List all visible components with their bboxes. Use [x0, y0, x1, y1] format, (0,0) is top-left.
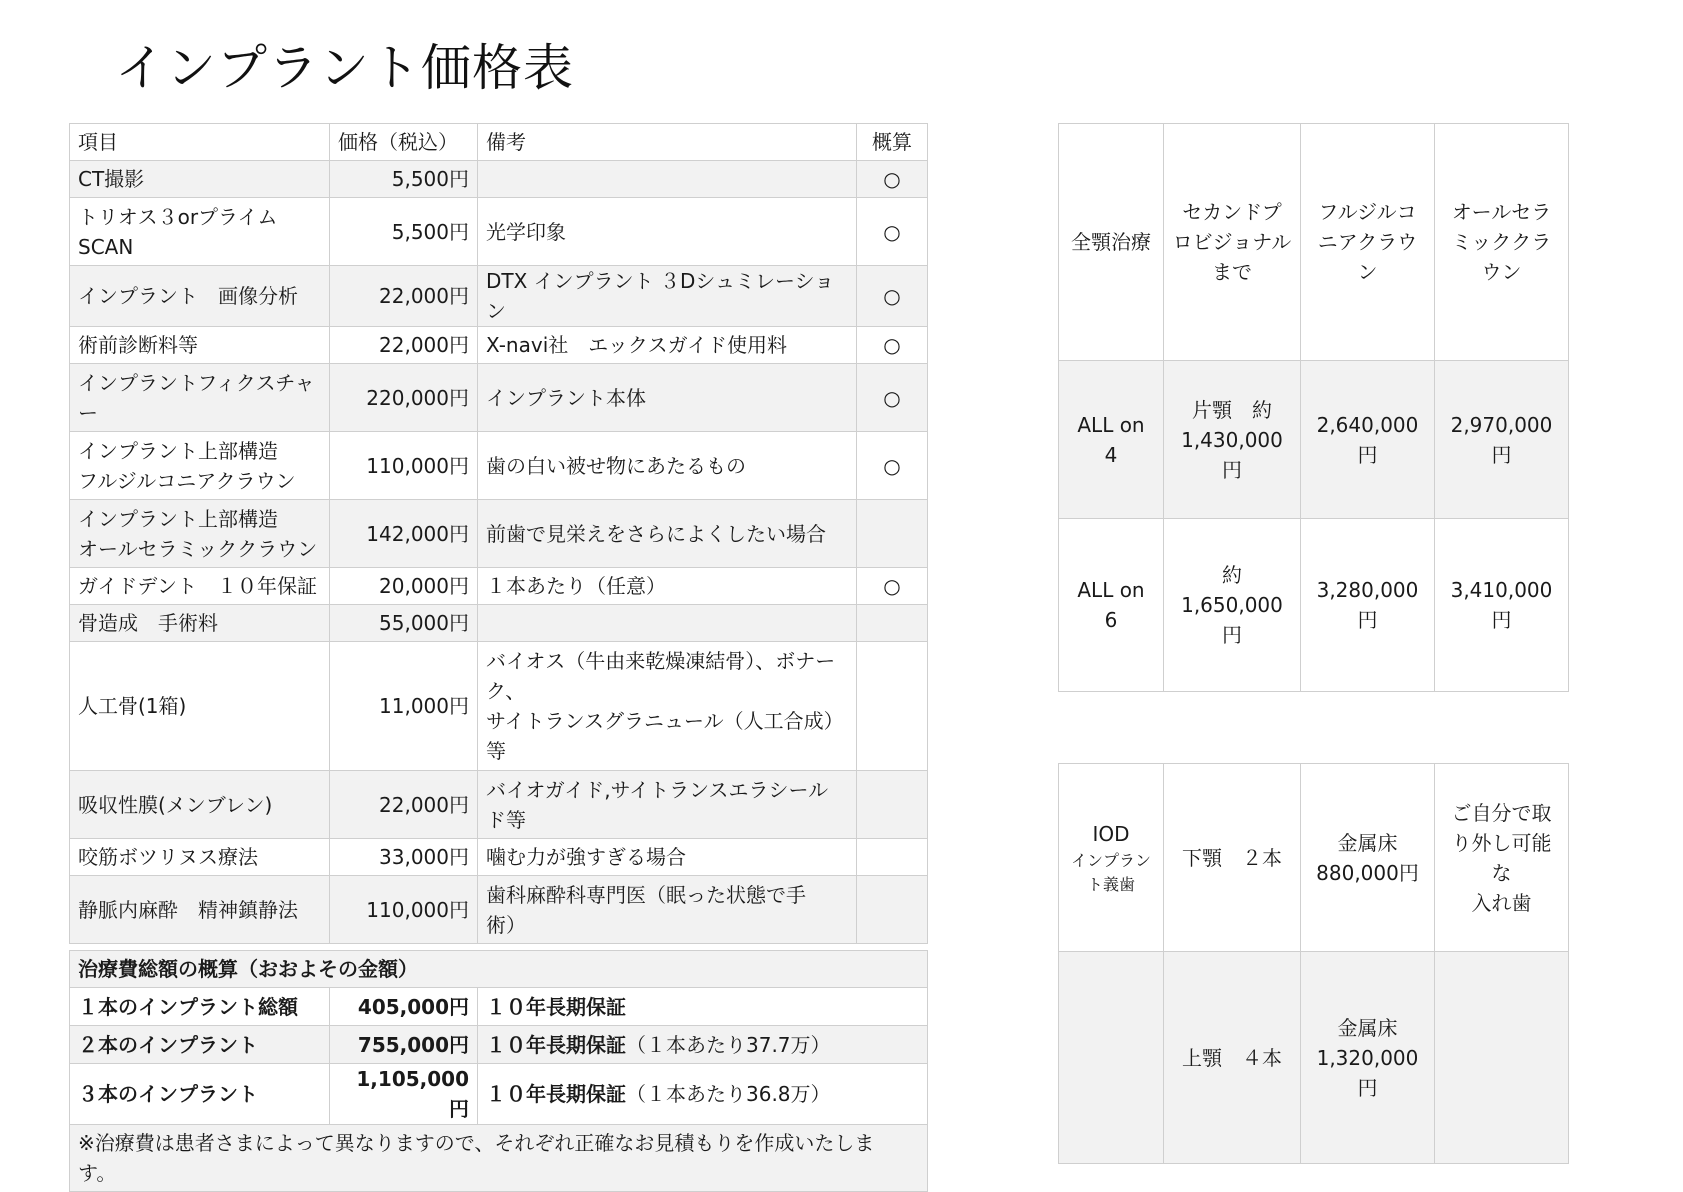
estimate-mark — [857, 605, 928, 642]
header-note: 備考 — [478, 124, 857, 161]
full-arch-cell-line: 2,640,000 — [1316, 412, 1419, 437]
estimate-mark-line: ○ — [883, 574, 901, 598]
price-note — [478, 500, 857, 568]
price-row — [70, 327, 928, 364]
full-arch-cell — [1059, 361, 1164, 519]
iod-cell — [1164, 764, 1301, 952]
full-arch-cell-line: 3,280,000 — [1316, 578, 1419, 602]
price-value — [330, 266, 478, 327]
price-item — [70, 432, 330, 500]
price-note-line: １本あたり（任意） — [486, 574, 666, 598]
price-item-line: インプラント上部構造 — [78, 438, 278, 463]
summary-footnote — [70, 1125, 928, 1192]
full-arch-table — [1058, 123, 1569, 692]
price-item-line: インプラントフィクスチャ — [78, 370, 315, 395]
estimate-mark — [857, 161, 928, 198]
price-item-line: 静脈内麻酔 精神鎮静法 — [78, 897, 298, 922]
full-arch-cell-line: 片顎 約 — [1192, 397, 1272, 422]
full-arch-cell — [1435, 519, 1569, 692]
price-note — [478, 605, 857, 642]
full-arch-header-cell-line: セカンドプ — [1182, 200, 1282, 224]
full-arch-cell-line: 円 — [1491, 608, 1512, 632]
iod-cell-line: 1,320,000 — [1316, 1045, 1419, 1070]
iod-cell-line: 880,000円 — [1316, 860, 1419, 885]
full-arch-header-cell-line: ニアクラウ — [1317, 230, 1418, 254]
price-value — [330, 327, 478, 364]
iod-label: IOD — [1092, 821, 1130, 846]
full-arch-cell — [1164, 519, 1301, 692]
estimate-mark — [857, 198, 928, 266]
estimate-mark-line: ○ — [883, 453, 901, 478]
price-note — [478, 642, 857, 771]
summary-price — [330, 1026, 478, 1064]
guarantee-label: １０年長期保証 — [486, 1032, 626, 1057]
price-value-line: 11,000円 — [379, 694, 469, 718]
price-note-line: インプラント本体 — [486, 385, 646, 410]
per-implant-note: （１本あたり37.7万） — [626, 1032, 831, 1057]
price-note-line: サイトランスグラニュール（人工合成） — [486, 709, 844, 733]
price-item-line: 骨造成 手術料 — [78, 611, 218, 635]
price-item — [70, 327, 330, 364]
summary-label-line: ２本のインプラント — [78, 1032, 258, 1057]
price-note-line: ク、 — [486, 679, 526, 703]
full-arch-cell — [1301, 519, 1435, 692]
summary-guarantee — [478, 1026, 928, 1064]
price-row — [70, 568, 928, 605]
price-value-line: 110,000円 — [366, 453, 469, 478]
price-note — [478, 327, 857, 364]
price-item — [70, 771, 330, 839]
full-arch-header-cell-line: ミッククラ — [1451, 230, 1552, 254]
full-arch-header-cell-line: まで — [1212, 260, 1252, 284]
price-note — [478, 771, 857, 839]
iod-sublabel-line: インプラン — [1070, 850, 1151, 870]
iod-cell-line: 金属床 — [1337, 1015, 1398, 1040]
price-item-line: 咬筋ボツリヌス療法 — [78, 845, 258, 869]
iod-cell-line: 金属床 — [1337, 830, 1398, 855]
footnote-line: ※治療費は患者さまによって異なりますので、それぞれ正確なお見積もりを作成いたしま — [78, 1131, 875, 1155]
price-item-line: トリオス３orプライム — [78, 204, 278, 229]
price-note-line: 光学印象 — [486, 219, 566, 244]
price-item — [70, 876, 330, 944]
price-item-line: オールセラミッククラウン — [78, 536, 318, 561]
price-value-line: 110,000円 — [366, 897, 469, 922]
summary-price-line: 755,000円 — [357, 1032, 469, 1057]
estimate-mark — [857, 327, 928, 364]
price-value — [330, 432, 478, 500]
page-title: インプラント価格表 — [115, 39, 574, 97]
full-arch-header-cell — [1435, 124, 1569, 361]
full-arch-cell-line: 円 — [1357, 608, 1378, 632]
summary-label-line: １本のインプラント総額 — [78, 994, 298, 1019]
full-arch-cell — [1164, 361, 1301, 519]
full-arch-row — [1059, 519, 1569, 692]
full-arch-cell — [1059, 519, 1164, 692]
guarantee-label: １０年長期保証 — [486, 994, 626, 1019]
summary-label — [70, 1064, 330, 1125]
summary-price-line: 1,105,000円 — [356, 1067, 469, 1121]
price-note-line: DTX インプラント ３Dシュミレーション — [486, 269, 835, 323]
price-row — [70, 605, 928, 642]
full-arch-header-cell-line: フルジルコ — [1318, 200, 1417, 224]
full-arch-cell-line: 1,650,000 — [1181, 593, 1283, 617]
price-item-line: インプラント 画像分析 — [78, 284, 298, 308]
summary-table — [69, 950, 928, 1192]
price-note-line: バイオガイド,サイトランスエラシール — [486, 777, 829, 802]
header-estimate: 概算 — [857, 124, 928, 161]
footnote-line: す。 — [78, 1161, 117, 1185]
price-note-line: X-navi社 エックスガイド使用料 — [486, 333, 788, 357]
full-arch-cell-line: ALL on — [1077, 412, 1145, 437]
price-item-line: 吸収性膜(メンブレン) — [78, 792, 273, 817]
iod-cell — [1435, 764, 1569, 952]
full-arch-header-cell-line: オールセラ — [1451, 200, 1552, 224]
price-item-line: インプラント上部構造 — [78, 506, 278, 531]
iod-cell-line: り外し可能 — [1451, 830, 1552, 855]
summary-price — [330, 988, 478, 1026]
price-value — [330, 839, 478, 876]
price-item — [70, 839, 330, 876]
estimate-mark — [857, 364, 928, 432]
iod-cell — [1301, 952, 1435, 1164]
price-item — [70, 568, 330, 605]
price-row — [70, 432, 928, 500]
full-arch-cell — [1301, 361, 1435, 519]
price-note-line: ド等 — [486, 807, 526, 832]
price-row — [70, 161, 928, 198]
price-row — [70, 500, 928, 568]
estimate-mark-line: ○ — [883, 333, 901, 357]
price-item-line: 術前診断料等 — [78, 333, 198, 357]
price-row — [70, 198, 928, 266]
price-item-line: SCAN — [78, 234, 134, 259]
full-arch-header-cell — [1059, 124, 1164, 361]
full-arch-cell-line: 約 — [1222, 563, 1242, 587]
price-value-line: 22,000円 — [379, 284, 469, 308]
price-value-line: 5,500円 — [391, 219, 469, 244]
price-row — [70, 771, 928, 839]
summary-guarantee — [478, 1064, 928, 1125]
summary-row — [70, 1064, 928, 1125]
estimate-mark-line: ○ — [883, 167, 901, 191]
price-value — [330, 161, 478, 198]
iod-sublabel — [1063, 849, 1159, 897]
estimate-mark-line: ○ — [883, 385, 901, 410]
summary-price-line: 405,000円 — [357, 994, 469, 1019]
price-note-line: 歯の白い被せ物にあたるもの — [486, 453, 746, 478]
price-note-line: バイオス（牛由来乾燥凍結骨）、ボナー — [486, 649, 836, 673]
summary-price — [330, 1064, 478, 1125]
header-price: 価格（税込） — [330, 124, 478, 161]
price-item-line: ー — [78, 400, 98, 425]
price-item — [70, 642, 330, 771]
price-value — [330, 876, 478, 944]
full-arch-header-cell-line: 全顎治療 — [1071, 230, 1151, 254]
price-note — [478, 876, 857, 944]
estimate-mark — [857, 568, 928, 605]
price-item — [70, 364, 330, 432]
price-value-line: 55,000円 — [379, 611, 469, 635]
iod-row — [1059, 764, 1569, 952]
estimate-mark — [857, 876, 928, 944]
price-note-line: 等 — [486, 739, 506, 763]
iod-label-cell — [1059, 764, 1164, 952]
full-arch-row — [1059, 361, 1569, 519]
price-value — [330, 500, 478, 568]
estimate-mark — [857, 432, 928, 500]
full-arch-header-cell-line: ン — [1357, 260, 1378, 284]
full-arch-cell-line: 2,970,000 — [1450, 412, 1553, 437]
summary-heading: 治療費総額の概算（おおよその金額） — [70, 951, 928, 988]
full-arch-header-cell — [1301, 124, 1435, 361]
full-arch-header-cell — [1164, 124, 1301, 361]
full-arch-cell-line: 円 — [1491, 442, 1512, 467]
price-row — [70, 876, 928, 944]
price-item — [70, 605, 330, 642]
estimate-mark — [857, 500, 928, 568]
price-row — [70, 364, 928, 432]
price-value-line: 33,000円 — [379, 845, 469, 869]
price-table — [69, 123, 928, 944]
iod-cell-line: 円 — [1357, 1075, 1378, 1100]
price-value-line: 220,000円 — [366, 385, 469, 410]
iod-cell-line: ご自分で取 — [1451, 800, 1552, 825]
estimate-mark — [857, 771, 928, 839]
iod-cell-line: 入れ歯 — [1471, 890, 1532, 915]
price-value-line: 22,000円 — [379, 333, 469, 357]
price-item-line: CT撮影 — [78, 167, 145, 191]
price-note — [478, 432, 857, 500]
full-arch-cell-line: 1,430,000 — [1181, 427, 1283, 452]
price-note — [478, 198, 857, 266]
price-value — [330, 771, 478, 839]
price-value-line: 20,000円 — [379, 574, 469, 598]
iod-cell-line: 上顎 ４本 — [1182, 1045, 1282, 1070]
iod-label-cell — [1059, 952, 1164, 1164]
full-arch-cell-line: 6 — [1104, 608, 1118, 632]
price-value — [330, 364, 478, 432]
iod-table — [1058, 763, 1569, 1164]
price-item-line: フルジルコニアクラウン — [78, 468, 296, 493]
summary-guarantee — [478, 988, 928, 1026]
price-value — [330, 198, 478, 266]
price-note — [478, 568, 857, 605]
summary-label — [70, 1026, 330, 1064]
estimate-mark-line: ○ — [883, 284, 901, 308]
price-value — [330, 568, 478, 605]
price-item-line: ガイドデント １０年保証 — [78, 574, 317, 598]
price-row — [70, 839, 928, 876]
price-value — [330, 642, 478, 771]
price-note — [478, 364, 857, 432]
price-note — [478, 161, 857, 198]
price-value-line: 22,000円 — [379, 792, 469, 817]
full-arch-cell-line: 円 — [1222, 457, 1242, 482]
iod-cell-line: な — [1491, 860, 1512, 885]
full-arch-header-cell-line: ロビジョナル — [1172, 230, 1292, 254]
full-arch-cell-line: 円 — [1357, 442, 1378, 467]
estimate-mark — [857, 839, 928, 876]
full-arch-cell-line: ALL on — [1077, 578, 1145, 602]
full-arch-cell-line: 3,410,000 — [1450, 578, 1553, 602]
price-note-line: 噛む力が強すぎる場合 — [486, 845, 686, 869]
estimate-mark-line: ○ — [883, 219, 901, 244]
iod-sublabel-line: ト義歯 — [1086, 874, 1135, 894]
iod-row — [1059, 952, 1569, 1164]
price-note — [478, 266, 857, 327]
price-row — [70, 266, 928, 327]
price-item — [70, 500, 330, 568]
estimate-mark — [857, 266, 928, 327]
header-item: 項目 — [70, 124, 330, 161]
iod-cell-line: 下顎 ２本 — [1182, 845, 1282, 870]
full-arch-header-cell-line: ウン — [1481, 260, 1522, 284]
full-arch-cell-line: 円 — [1222, 623, 1242, 647]
iod-cell — [1301, 764, 1435, 952]
price-item — [70, 198, 330, 266]
price-note — [478, 839, 857, 876]
iod-cell — [1435, 952, 1569, 1164]
price-value-line: 5,500円 — [391, 167, 469, 191]
footnote-text — [78, 1128, 919, 1188]
price-item-line: 人工骨(1箱) — [78, 694, 187, 718]
iod-cell — [1164, 952, 1301, 1164]
summary-row — [70, 988, 928, 1026]
price-item — [70, 161, 330, 198]
price-note-line: 歯科麻酔科専門医（眠った状態で手 — [486, 882, 806, 907]
full-arch-cell — [1435, 361, 1569, 519]
summary-label-line: ３本のインプラント — [78, 1082, 258, 1106]
summary-label — [70, 988, 330, 1026]
guarantee-label: １０年長期保証 — [486, 1082, 626, 1106]
price-value — [330, 605, 478, 642]
full-arch-header-row — [1059, 124, 1569, 361]
per-implant-note: （１本あたり36.8万） — [626, 1082, 831, 1106]
price-value-line: 142,000円 — [366, 521, 469, 546]
price-item — [70, 266, 330, 327]
price-note-line: 前歯で見栄えをさらによくしたい場合 — [486, 521, 826, 546]
price-row — [70, 642, 928, 771]
full-arch-cell-line: 4 — [1104, 442, 1118, 467]
summary-row — [70, 1026, 928, 1064]
price-note-line: 術） — [486, 912, 526, 937]
estimate-mark — [857, 642, 928, 771]
